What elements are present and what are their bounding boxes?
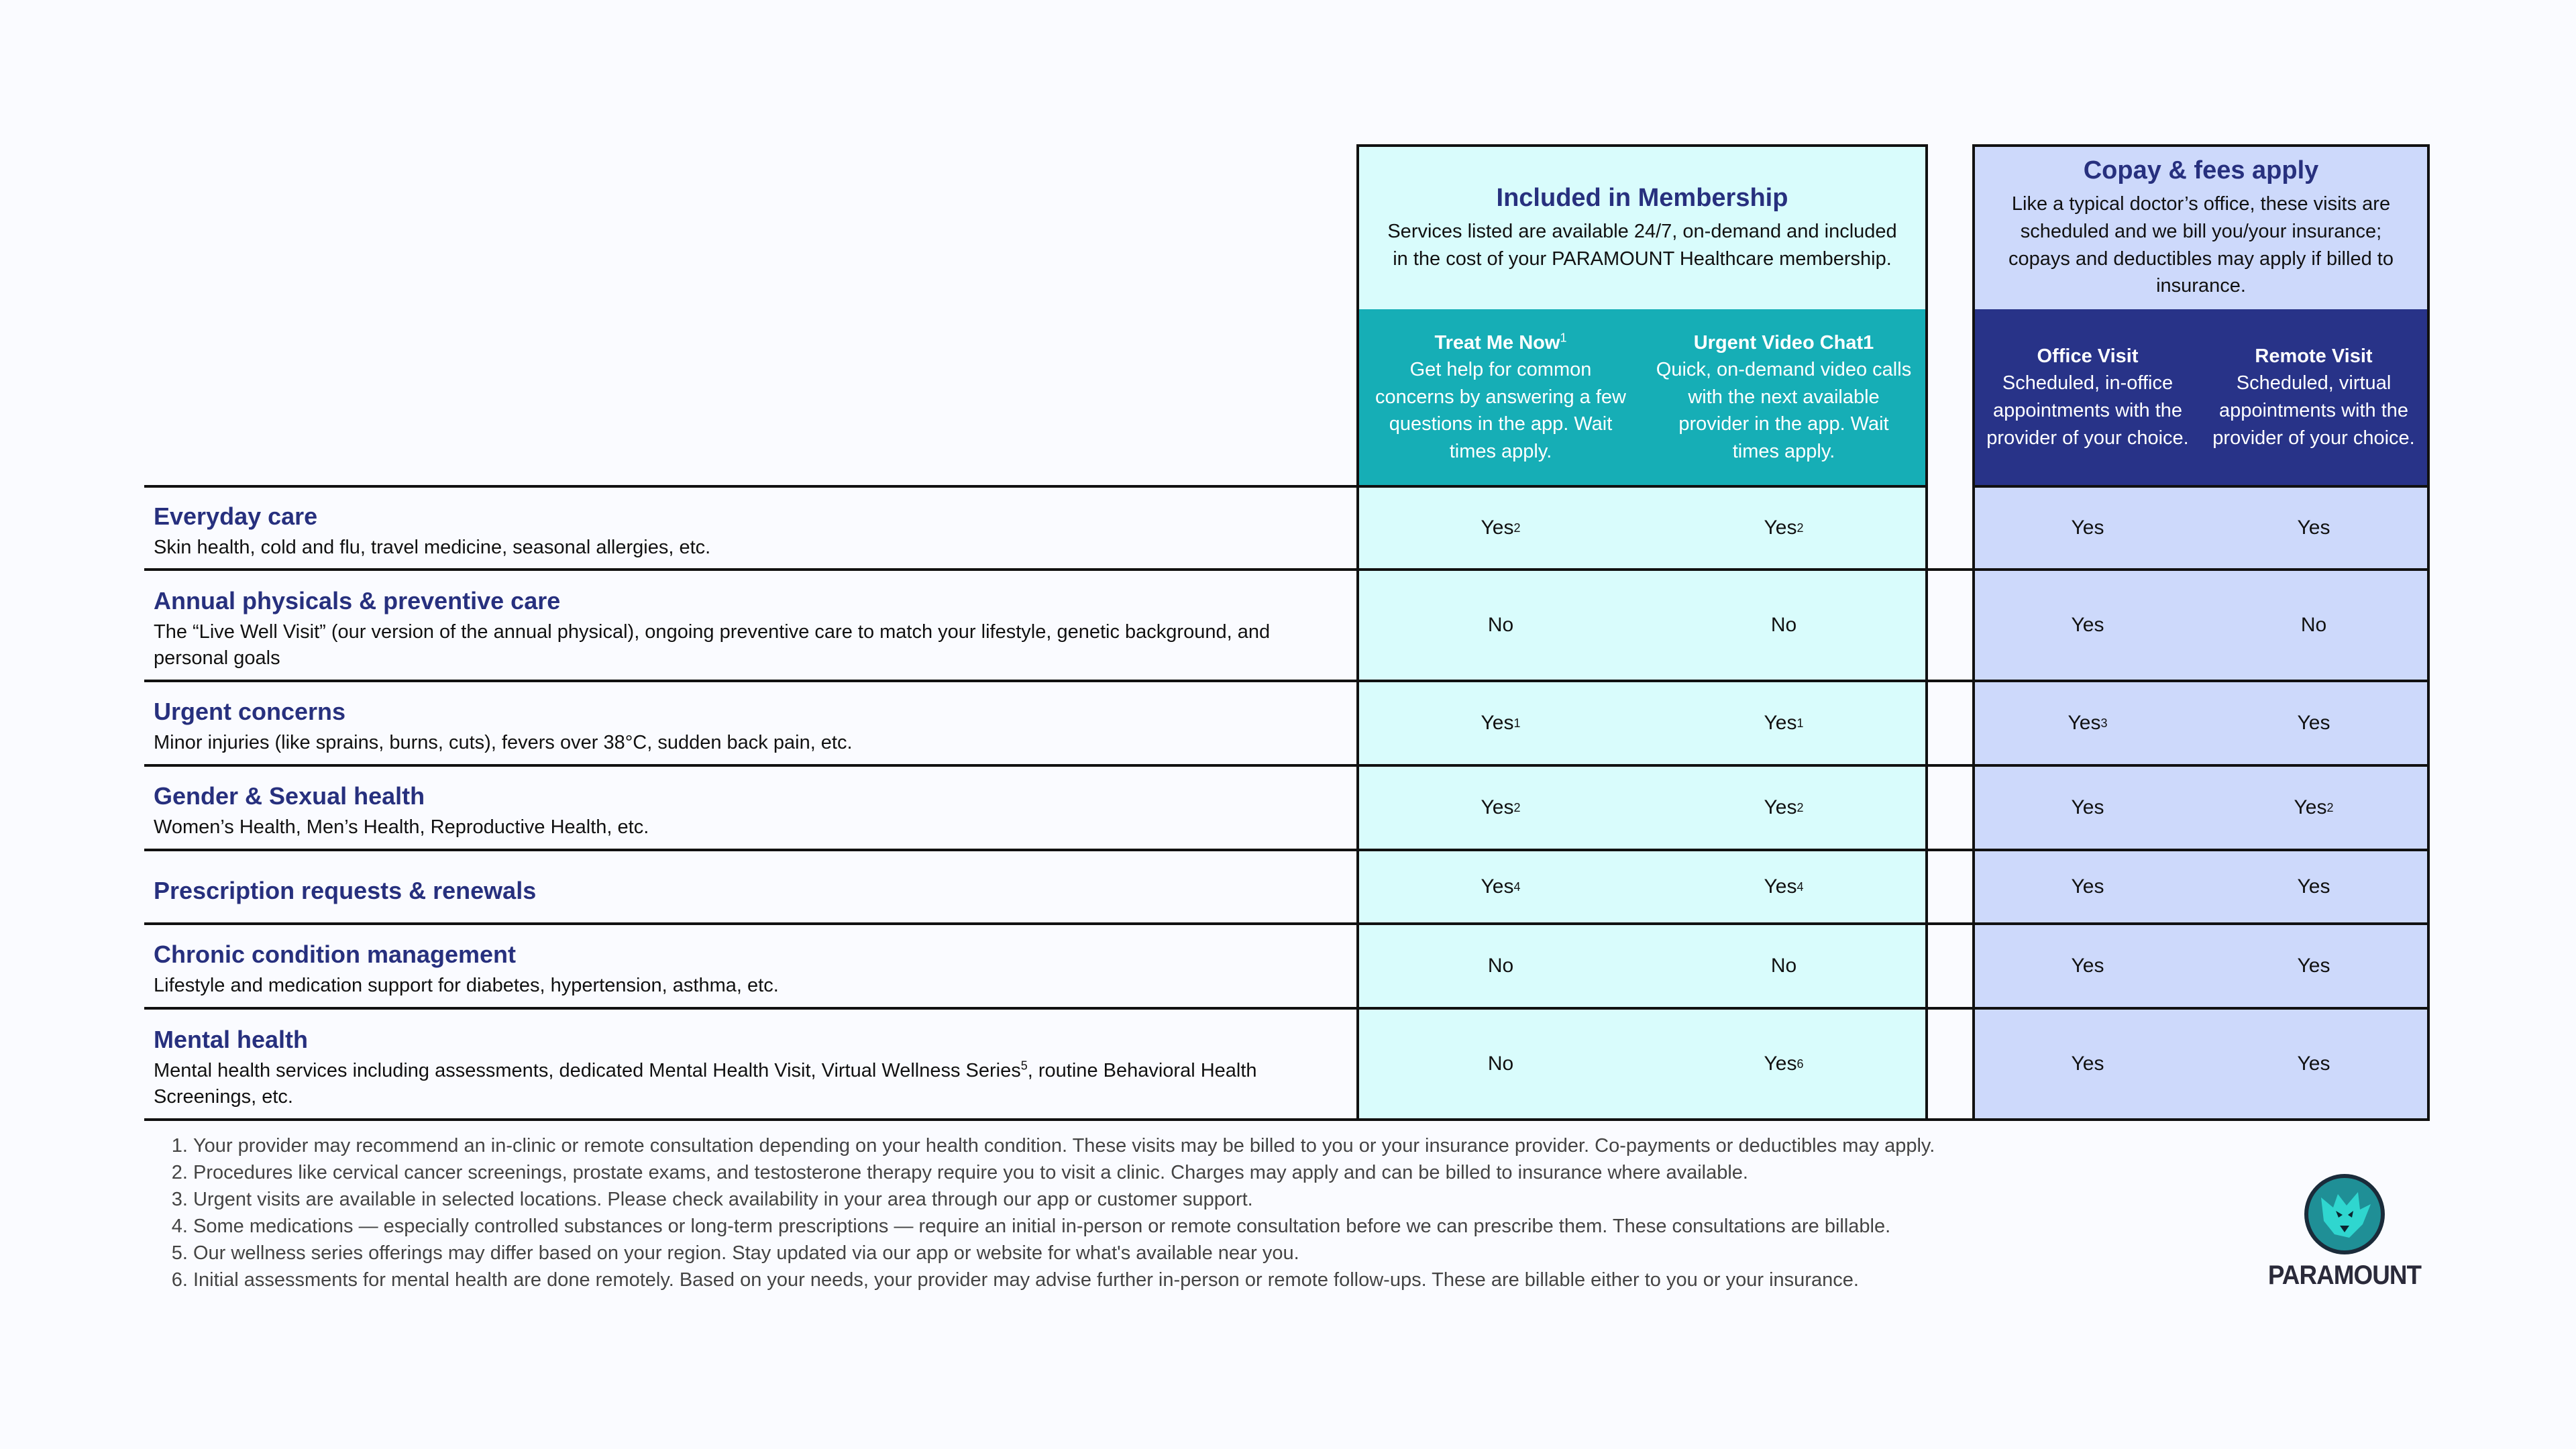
value-text: No xyxy=(2300,614,2327,636)
column-description: Get help for common concerns by answering a few questions in the app. Wait times apply. xyxy=(1375,359,1626,462)
value-text: Yes xyxy=(1764,796,1797,818)
value-cell: Yes 4 xyxy=(1356,851,1645,925)
logo-wordmark: PARAMOUNT xyxy=(2267,1260,2422,1290)
value-cell xyxy=(2200,1010,2430,1121)
value-text: Yes xyxy=(2068,712,2101,734)
copay-header xyxy=(1972,144,2430,312)
value-cell xyxy=(1356,925,1645,1010)
footnote-5: 5. Our wellness series offerings may differ based on your region. Stay updated via our app or website for what's available near you. xyxy=(193,1240,2288,1267)
value-text: No xyxy=(1770,955,1797,977)
value-cell: Yes 2 xyxy=(2200,767,2430,851)
group-gap-cell xyxy=(1925,767,1975,851)
included-membership-header xyxy=(1356,144,1928,312)
value-text: Yes xyxy=(2297,875,2330,898)
row-title: Chronic condition management xyxy=(154,941,517,969)
value-text: No xyxy=(1770,614,1797,636)
row-label xyxy=(144,851,1359,925)
row-description xyxy=(154,619,1350,672)
row-title: Prescription requests & renewals xyxy=(154,877,537,904)
value-cell xyxy=(1972,767,2203,851)
column-title: Urgent Video Chat1 xyxy=(1693,331,1874,354)
value-text: Yes xyxy=(2071,875,2104,898)
row-title: Mental health xyxy=(154,1025,309,1053)
value-text: Yes xyxy=(2297,955,2330,977)
value-text: Yes xyxy=(1764,1053,1797,1075)
value-text: No xyxy=(1487,1053,1514,1075)
value-cell: Yes 1 xyxy=(1642,682,1928,767)
value-cell: Yes 2 xyxy=(1642,767,1928,851)
group-gap-cell xyxy=(1925,851,1975,925)
footnote-2: 2. Procedures like cervical cancer screenings, prostate exams, and testosterone therapy require you to visit a clinic. Charges may apply and can be billed to insurance where available. xyxy=(193,1159,2288,1186)
group-gap-cell xyxy=(1925,1010,1975,1121)
value-cell xyxy=(2200,925,2430,1010)
value-cell xyxy=(2200,488,2430,571)
column-title: Treat Me Now xyxy=(1434,331,1560,354)
row-label xyxy=(144,488,1359,571)
value-text: Yes xyxy=(2071,796,2104,818)
footnotes-list xyxy=(141,1132,2288,1293)
column-description: Scheduled, virtual appointments with the provider of your choice. xyxy=(2212,372,2415,449)
value-text: Yes xyxy=(2071,614,2104,636)
column-header-treat-me-now xyxy=(1356,309,1645,488)
value-text: Yes xyxy=(2071,1053,2104,1075)
copay-description: Like a typical doctor’s office, these visits are scheduled and we bill you/your insurance; copays and deductibles may apply if billed to insurance. xyxy=(2008,193,2394,297)
footnote-3: 3. Urgent visits are available in selected locations. Please check availability in your area through our app or customer support. xyxy=(193,1186,2288,1213)
row-description-text: The “Live Well Visit” (our version of the annual physical), ongoing preventive care to match your lifestyle, genetic background, and personal goals xyxy=(154,621,1271,669)
group-gap-cell xyxy=(1925,925,1975,1010)
value-text: Yes xyxy=(1481,517,1514,539)
row-description xyxy=(154,730,1350,756)
row-description-text: Mental health services including assessments, dedicated Mental Health Visit, Virtual Wellness Series xyxy=(154,1059,1021,1081)
group-gap-cell xyxy=(1925,571,1975,682)
value-cell xyxy=(2200,851,2430,925)
value-text: Yes xyxy=(2297,712,2330,734)
value-cell: Yes 2 xyxy=(1642,488,1928,571)
value-cell xyxy=(1642,571,1928,682)
value-text: Yes xyxy=(2071,955,2104,977)
value-text: Yes xyxy=(1764,712,1797,734)
value-text: No xyxy=(1487,955,1514,977)
value-cell xyxy=(1356,1010,1645,1121)
value-cell xyxy=(2200,682,2430,767)
row-description-tail: , routine Behavioral Health Screenings, etc. xyxy=(154,1059,1257,1108)
value-cell: Yes 1 xyxy=(1356,682,1645,767)
copay-title: Copay & fees apply xyxy=(2083,156,2319,185)
row-description xyxy=(154,973,1350,999)
row-description xyxy=(154,535,1350,561)
value-text: Yes xyxy=(2294,796,2327,818)
row-title: Urgent concerns xyxy=(154,698,346,726)
value-text: No xyxy=(1487,614,1514,636)
row-title: Gender & Sexual health xyxy=(154,782,425,810)
row-description-text: Minor injuries (like sprains, burns, cuts), fevers over 38°C, sudden back pain, etc. xyxy=(154,732,853,754)
value-cell xyxy=(1356,571,1645,682)
row-description-text: Lifestyle and medication support for diabetes, hypertension, asthma, etc. xyxy=(154,975,779,997)
value-text: Yes xyxy=(2071,517,2104,539)
row-label xyxy=(144,925,1359,1010)
value-cell xyxy=(1972,925,2203,1010)
included-membership-title: Included in Membership xyxy=(1496,183,1788,212)
value-text: Yes xyxy=(2297,1053,2330,1075)
value-text: Yes xyxy=(1481,875,1514,898)
footnote-6: 6. Initial assessments for mental health are done remotely. Based on your needs, your provider may advise further in-person or remote follow-ups. These are billable either to you or your insurance. xyxy=(193,1267,2288,1293)
paramount-logo xyxy=(2261,1171,2428,1291)
value-text: Yes xyxy=(1764,875,1797,898)
row-description-text: Women’s Health, Men’s Health, Reproductive Health, etc. xyxy=(154,816,649,839)
row-description xyxy=(154,814,1350,841)
column-header-office-visit xyxy=(1972,309,2203,488)
column-header-remote-visit xyxy=(2200,309,2430,488)
value-text: Yes xyxy=(1764,517,1797,539)
value-cell: Yes 2 xyxy=(1356,767,1645,851)
row-title: Everyday care xyxy=(154,502,318,531)
row-label xyxy=(144,571,1359,682)
value-cell xyxy=(1972,488,2203,571)
footnote-ref: 5 xyxy=(1020,1059,1028,1073)
value-cell xyxy=(1972,571,2203,682)
value-cell xyxy=(2200,571,2430,682)
footnote-1: 1. Your provider may recommend an in-clinic or remote consultation depending on your health condition. These visits may be billed to you or your insurance provider. Co-payments or deductibles may apply. xyxy=(193,1132,2288,1159)
value-cell xyxy=(1972,851,2203,925)
row-label xyxy=(144,682,1359,767)
row-label xyxy=(144,1010,1359,1121)
column-title: Remote Visit xyxy=(2255,345,2373,367)
group-gap-cell xyxy=(1925,682,1975,767)
group-gap-cell xyxy=(1925,488,1975,571)
column-description: Scheduled, in-office appointments with the provider of your choice. xyxy=(1986,372,2189,449)
row-label xyxy=(144,767,1359,851)
row-title: Annual physicals & preventive care xyxy=(154,586,561,614)
value-cell: Yes 3 xyxy=(1972,682,2203,767)
value-text: Yes xyxy=(1481,796,1514,818)
value-cell xyxy=(1972,1010,2203,1121)
value-text: Yes xyxy=(1481,712,1514,734)
value-cell: Yes 2 xyxy=(1356,488,1645,571)
footnote-4: 4. Some medications — especially controlled substances or long-term prescriptions — require an initial in-person or remote consultation before we can prescribe them. These consultations are billable. xyxy=(193,1213,2288,1240)
column-header-urgent-video-chat xyxy=(1642,309,1928,488)
row-description xyxy=(154,1058,1350,1110)
row-description-text: Skin health, cold and flu, travel medicine, seasonal allergies, etc. xyxy=(154,537,711,559)
value-text: Yes xyxy=(2297,517,2330,539)
column-description: Quick, on-demand video calls with the next available provider in the app. Wait times apply. xyxy=(1656,359,1912,462)
value-cell: Yes 4 xyxy=(1642,851,1928,925)
wolf-logo-icon xyxy=(2301,1171,2388,1258)
value-cell: Yes 6 xyxy=(1642,1010,1928,1121)
value-cell xyxy=(1642,925,1928,1010)
column-title: Office Visit xyxy=(2037,345,2139,367)
included-membership-description: Services listed are available 24/7, on-demand and included in the cost of your PARAMOUNT Healthcare membership. xyxy=(1387,220,1897,270)
column-footnote-ref: 1 xyxy=(1560,330,1567,344)
